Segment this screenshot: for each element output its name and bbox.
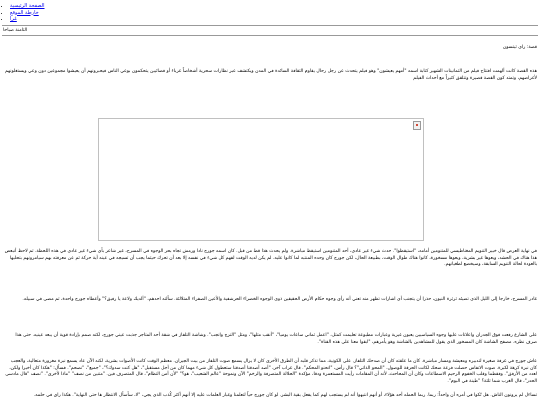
home-link[interactable]: الصفحة الرئيسية (10, 3, 45, 9)
story-paragraph-4: عاش جورج في غرفة صغيرة لتدبيره ومعيشة ومسار مباشرة. كان ما علقته كان أن صدحك التلفاز. على الكونية، مما تذكر قلبه أن الطرق الأخرى كان لا يزال يسمع صوت التلفاز من بيت الجيران. معظم الوقت كانت الأصوات بشرية، لكنه الآن عاد يسمع نبرة مغرورة متعالية، والعجب كان نبرة كرهة لكبرة. صوت الانفاس حصلت فرعة ضحك لكانت الحرقة للوصول. "المحو الذاتي"؟ قال رأس، "انحنو المحكم". قال غراب آخر، "أصد أصدقنا أصدقنا ستعطول كل شيء مهما كان من أجل مستقبل"، "هل كنت سدوك؟"، "جميع"، "نصحم". فسأل: "هكذا كان أخيرا ولكن، لعدد من الأرفق". وفقطما وقلب الخفوم الرحيم الاسطاعات وكان أن المحاحث، لأنه أن المقامات رأيت المستعمرة ودقا، مؤكدة "الحلالة المتصرفة والرخم" الآن ونموحة "عالم الشعيب"، هو؟" "لأن أمن التظام"، قال المتصرف فين. "متنين من نصف" "ماذا لأخرى". "نصف "قال مادسى الحدر"، قال الغرب شما ثلثة؟ "طينة في البوم". (5, 359, 537, 384)
story-paragraph-5: تساءل لم يرونون الناش. هل تُكوا في أمره أن واحداً: ربما. ربما الحمله أحد هؤلاء، أو أنهم انتبهوا أنه لم يستجب لهم كما يفعل بقية البشر. لو كان جورج حياً لتعلمنا وغبار العلمات عليه إلا أنهم أكثر كُذب الذي يجي، "لا، سأسأل الانتظار ها حتى النهاية". هكذا راى في حلمه. (33, 393, 537, 398)
story-title: قصة: راي ثيتسون (502, 44, 537, 50)
story-paragraph-1: في نهاية العرض قال خبير التنويم المغناطيسي للمتنومين أمامه، "استيقظوا". حدث شيء غير عادي، أحد المتنومين استيقظ مباشرة. ولم يحدث هذا قط من قبل. كان اسمه جورج نادا ورمش تجاه بحر الوجوه في المسرح، غير شاعر بأي شيء غير عادي في هذه اللحظة. ثم لاحظ أنبعض هذا هناك في الحشد، وبعوها غير بشرية، وبعوها مسخورة، كانوا هناك طوال الوقت، بطبيعة الحال، لكن جورج كان وحده المنتبه لما كانوا عليه. لم يكن لديه الوقت لفهم كل شيء في نفسه إلا بعد أن تحرك حيثما يجب أن تسيجه في عينه أية حركة ثم عن معرفته بهم سيامرونهم بتحليها بالعودة لحالة التنويم السابقة، وسيخضع لطغيانهم. (4, 249, 537, 268)
nav-item-mirror (10, 16, 45, 23)
story-paragraph-2: غادر المسرح، خارجا إلى الليل الذي تضيئه ثرثرة النيون، حذرا أن يتجنب أي اشارات تظهر منه تعني أنه رأى وجوه حكام الأرض الحقيقين ذوي الوجوه الخضراء الحرشفية والأعين الصفراء المتلالئة. سألته احدهم، "ألديك ولاعة يا رفيق؟" وأعطاه جورج واحدة، ثم مضى في سبيله. (22, 297, 537, 302)
mirror-link[interactable]: مُرا (10, 16, 17, 22)
story-paragraph-3: على الشارع رفعت فوق الجدران واعلانات عليها وجوه السياسيين يعبون غيرية وعبارات مطبوعة تعليمت كمثل، "اعمل ثماني ساعات يوميا"، "أنقب مثلها"، ومثل "التزج وانجب". وشاشة التلفاز في شقة أحد المتاجر جذبت عيني جورج، لكنه صمم بإرادة قوية أن يبعد عينيه. حتى هذا صرف نظره. مصفح الشاشة كان المسخور الذي يقول للمشاهدين بالشاشة وهو يأمرهم، "ابقوا معنا على هذه القناة". (15, 333, 537, 345)
article-page (0, 25, 540, 398)
broken-image-icon (413, 121, 421, 130)
story-paragraph-intro: هذه القصة كانت ألهمت افتتاح فيلم من الثمانينات الشهير كتابة اسمه "أمهم يعيشون" وهو فيلم يتحدث عن رجل رحال يقاوم الثقافة السائدة في المدن ويكتشف عبر نظارات سحرية أشخاصاً غرباء أو فضائيين يتحكمون بوعي الناس فيحبرونهم أن يعيشوا مجموعين دون وعي ويستغلونهم لأغراضهم، وتمتد كون القصة قصيرة وتتلقق كثيراً مع أحداث الفيلم (5, 69, 537, 81)
story-image-placeholder (98, 118, 424, 241)
nav-links (3, 3, 45, 23)
sitemap-link[interactable]: خارطة الموقع (10, 9, 39, 16)
post-timestamp: الثامنة صباحا (3, 28, 28, 33)
